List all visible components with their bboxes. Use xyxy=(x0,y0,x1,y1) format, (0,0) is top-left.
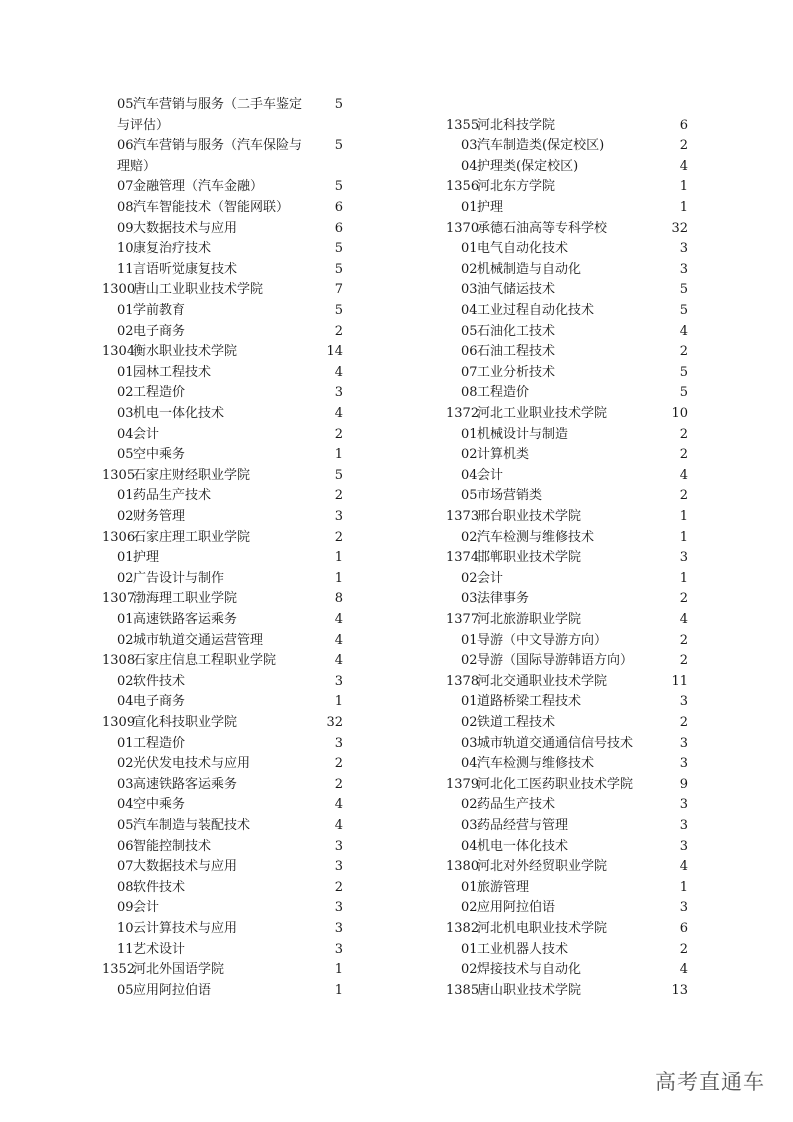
major-row xyxy=(0,260,793,281)
school-name: 石家庄财经职业学院 xyxy=(133,467,251,483)
school-row xyxy=(0,610,793,631)
major-name: 工程造价 xyxy=(133,385,186,401)
major-code: 02 xyxy=(461,529,478,545)
count-value: 1 xyxy=(334,447,343,463)
count-value: 2 xyxy=(334,529,343,545)
major-code: 01 xyxy=(117,303,134,318)
count-value: 4 xyxy=(334,818,343,833)
count-value: 3 xyxy=(334,509,343,524)
major-code: 05 xyxy=(117,447,134,463)
major-name: 计算机类 xyxy=(477,447,530,463)
major-code: 01 xyxy=(461,632,478,648)
major-code: 04 xyxy=(117,797,134,813)
school-code: 1370 xyxy=(446,220,480,236)
count-value: 1 xyxy=(334,982,343,998)
major-name: 工业过程自动化技术 xyxy=(477,303,595,318)
major-code: 10 xyxy=(117,241,134,257)
school-code: 1379 xyxy=(446,776,480,792)
major-name: 汽车营销与服务（汽车保险与理赔） xyxy=(117,138,303,174)
major-name: 财务管理 xyxy=(133,509,186,524)
major-name: 软件技术 xyxy=(133,879,186,895)
school-code: 1355 xyxy=(446,117,480,133)
major-name: 机械设计与制造 xyxy=(477,426,569,442)
major-row xyxy=(0,342,793,363)
major-name: 护理 xyxy=(133,550,160,566)
count-value: 3 xyxy=(334,673,343,689)
school-code: 1380 xyxy=(446,859,480,875)
count-value: 3 xyxy=(679,735,688,751)
count-value: 2 xyxy=(679,426,688,442)
major-code: 02 xyxy=(117,632,134,648)
major-name: 会计 xyxy=(477,570,504,586)
count-value: 1 xyxy=(334,550,343,566)
major-code: 07 xyxy=(461,364,478,380)
major-name: 石油工程技术 xyxy=(477,344,556,360)
major-code: 11 xyxy=(117,941,134,957)
major-code: 02 xyxy=(461,653,478,669)
count-value: 5 xyxy=(679,303,688,318)
count-value: 2 xyxy=(334,776,343,792)
major-row xyxy=(0,713,793,734)
major-name: 言语听觉康复技术 xyxy=(133,261,238,277)
school-code: 1306 xyxy=(102,529,136,545)
major-code: 02 xyxy=(461,715,478,730)
major-code: 01 xyxy=(117,488,134,504)
school-name: 渤海理工职业学院 xyxy=(133,591,238,607)
major-name: 导游（国际导游韩语方向） xyxy=(477,653,634,669)
count-value: 1 xyxy=(679,179,688,195)
major-row xyxy=(0,363,793,384)
major-name: 电子商务 xyxy=(133,323,186,339)
major-code: 01 xyxy=(461,879,478,895)
major-name: 石油化工技术 xyxy=(477,323,556,339)
count-value: 2 xyxy=(334,488,343,504)
major-row xyxy=(0,960,793,981)
school-code: 1374 xyxy=(446,550,480,566)
major-row xyxy=(0,425,793,446)
major-row xyxy=(0,569,793,590)
count-value: 6 xyxy=(679,117,688,133)
major-code: 09 xyxy=(117,220,134,236)
major-name: 智能控制技术 xyxy=(133,838,212,854)
count-value: 5 xyxy=(679,385,688,401)
major-name: 机电一体化技术 xyxy=(133,406,225,421)
major-code: 02 xyxy=(117,323,134,339)
count-value: 1 xyxy=(679,570,688,586)
count-value: 2 xyxy=(679,632,688,648)
school-code: 1352 xyxy=(102,962,136,978)
major-code: 05 xyxy=(117,982,134,998)
count-value: 3 xyxy=(679,797,688,813)
count-value: 6 xyxy=(679,921,688,936)
school-name: 河北科技学院 xyxy=(477,117,556,133)
major-code: 10 xyxy=(117,921,134,936)
major-name: 城市轨道交通通信信号技术 xyxy=(477,735,634,751)
major-row xyxy=(0,445,793,466)
major-name: 导游（中文导游方向） xyxy=(477,632,608,648)
count-value: 3 xyxy=(334,921,343,936)
count-value: 5 xyxy=(679,282,688,298)
major-code: 02 xyxy=(117,570,134,586)
major-code: 06 xyxy=(461,344,478,360)
count-value: 4 xyxy=(679,158,688,174)
major-code: 02 xyxy=(461,797,478,813)
major-row xyxy=(0,651,793,672)
count-value: 5 xyxy=(334,241,343,257)
major-code: 01 xyxy=(117,612,134,627)
major-code: 08 xyxy=(117,879,134,895)
major-name: 旅游管理 xyxy=(477,879,530,895)
major-row xyxy=(0,528,793,549)
count-value: 5 xyxy=(334,97,343,112)
major-row xyxy=(0,692,793,713)
school-code: 1382 xyxy=(446,921,480,936)
major-name: 会计 xyxy=(477,467,504,483)
school-name: 河北机电职业技术学院 xyxy=(477,921,608,936)
major-name: 康复治疗技术 xyxy=(133,241,212,257)
major-name: 护理类(保定校区) xyxy=(477,158,579,174)
count-value: 4 xyxy=(679,859,688,875)
school-name: 河北交通职业技术学院 xyxy=(477,673,608,689)
count-value: 3 xyxy=(679,818,688,833)
school-row xyxy=(0,672,793,693)
major-code: 01 xyxy=(117,550,134,566)
major-name: 空中乘务 xyxy=(133,797,186,813)
school-row xyxy=(0,548,793,569)
major-row xyxy=(0,322,793,343)
count-value: 3 xyxy=(679,694,688,710)
count-value: 2 xyxy=(334,426,343,442)
count-value: 9 xyxy=(679,776,688,792)
major-code: 02 xyxy=(117,385,134,401)
major-code: 04 xyxy=(461,467,478,483)
major-name: 广告设计与制作 xyxy=(133,570,225,586)
count-value: 2 xyxy=(679,653,688,669)
major-code: 06 xyxy=(117,838,134,854)
major-code: 02 xyxy=(461,570,478,586)
school-name: 河北对外经贸职业学院 xyxy=(477,859,608,875)
major-row xyxy=(0,383,793,404)
school-name: 邯郸职业技术学院 xyxy=(477,550,582,566)
major-name: 市场营销类 xyxy=(477,488,543,504)
count-value: 3 xyxy=(334,900,343,916)
major-row xyxy=(0,198,793,219)
major-name: 汽车制造类(保定校区) xyxy=(477,138,605,154)
count-value: 7 xyxy=(334,282,343,298)
school-code: 1385 xyxy=(446,982,480,998)
major-name: 城市轨道交通运营管理 xyxy=(133,632,264,648)
major-name: 油气储运技术 xyxy=(477,282,556,298)
major-row xyxy=(0,239,793,260)
school-name: 河北东方学院 xyxy=(477,179,556,195)
count-value: 32 xyxy=(326,715,343,730)
major-code: 02 xyxy=(117,756,134,772)
major-code: 03 xyxy=(461,138,478,154)
major-code: 04 xyxy=(461,838,478,854)
major-name: 高速铁路客运乘务 xyxy=(133,776,238,792)
major-code: 06 xyxy=(117,138,134,154)
count-value: 4 xyxy=(679,612,688,627)
major-code: 04 xyxy=(461,756,478,772)
major-name: 大数据技术与应用 xyxy=(133,220,238,236)
major-row xyxy=(0,631,793,652)
major-code: 08 xyxy=(117,200,134,215)
school-row xyxy=(0,219,793,240)
school-code: 1307 xyxy=(102,591,136,607)
major-code: 02 xyxy=(461,261,478,277)
major-row xyxy=(0,795,793,816)
major-code: 09 xyxy=(117,900,134,916)
major-name: 机电一体化技术 xyxy=(477,838,569,854)
major-code: 04 xyxy=(117,694,134,710)
count-value: 2 xyxy=(679,138,688,154)
major-code: 11 xyxy=(117,261,134,277)
count-value: 14 xyxy=(326,344,343,360)
count-value: 3 xyxy=(334,838,343,854)
major-code: 05 xyxy=(117,818,134,833)
major-name: 工业分析技术 xyxy=(477,364,556,380)
major-name: 光伏发电技术与应用 xyxy=(133,756,251,772)
count-value: 4 xyxy=(679,467,688,483)
count-value: 2 xyxy=(679,344,688,360)
count-value: 3 xyxy=(334,941,343,957)
major-code: 04 xyxy=(461,158,478,174)
major-name: 工程造价 xyxy=(477,385,530,401)
school-row xyxy=(0,116,793,137)
major-code: 01 xyxy=(117,364,134,380)
major-code: 02 xyxy=(117,509,134,524)
count-value: 4 xyxy=(679,962,688,978)
school-name: 河北工业职业技术学院 xyxy=(477,406,608,421)
major-row xyxy=(0,878,793,899)
major-row xyxy=(0,734,793,755)
major-name: 工业机器人技术 xyxy=(477,941,569,957)
count-value: 5 xyxy=(679,364,688,380)
school-name: 唐山工业职业技术学院 xyxy=(133,282,264,298)
major-name: 道路桥梁工程技术 xyxy=(477,694,582,710)
major-row xyxy=(0,280,793,301)
major-row xyxy=(0,837,793,858)
school-name: 衡水职业技术学院 xyxy=(133,344,238,360)
count-value: 2 xyxy=(679,591,688,607)
school-row xyxy=(0,919,793,940)
major-code: 01 xyxy=(117,735,134,751)
school-row xyxy=(0,507,793,528)
major-row xyxy=(0,589,793,610)
major-code: 03 xyxy=(117,776,134,792)
count-value: 6 xyxy=(334,200,343,215)
school-row xyxy=(0,981,793,1002)
major-name: 金融管理（汽车金融） xyxy=(133,179,264,195)
count-value: 3 xyxy=(679,241,688,257)
school-name: 邢台职业技术学院 xyxy=(477,509,582,524)
major-row xyxy=(0,754,793,775)
major-name: 学前教育 xyxy=(133,303,186,318)
count-value: 6 xyxy=(334,220,343,236)
school-code: 1373 xyxy=(446,509,480,524)
major-name: 焊接技术与自动化 xyxy=(477,962,582,978)
major-name: 空中乘务 xyxy=(133,447,186,463)
major-name: 应用阿拉伯语 xyxy=(477,900,556,916)
school-name: 河北旅游职业学院 xyxy=(477,612,582,627)
major-row xyxy=(0,816,793,837)
count-value: 5 xyxy=(334,467,343,483)
major-row xyxy=(0,136,793,157)
major-code: 02 xyxy=(461,962,478,978)
count-value: 1 xyxy=(679,529,688,545)
count-value: 13 xyxy=(671,982,688,998)
school-code: 1372 xyxy=(446,406,480,421)
major-name: 汽车营销与服务（二手车鉴定与评估） xyxy=(117,97,303,133)
major-code: 07 xyxy=(117,179,134,195)
major-name: 会计 xyxy=(133,900,160,916)
school-name: 石家庄理工职业学院 xyxy=(133,529,251,545)
major-name: 大数据技术与应用 xyxy=(133,859,238,875)
major-code: 01 xyxy=(461,941,478,957)
count-value: 2 xyxy=(679,488,688,504)
school-code: 1356 xyxy=(446,179,480,195)
count-value: 3 xyxy=(334,385,343,401)
major-row xyxy=(0,301,793,322)
count-value: 3 xyxy=(334,859,343,875)
school-name: 石家庄信息工程职业学院 xyxy=(133,653,277,669)
school-row xyxy=(0,404,793,425)
major-name: 药品生产技术 xyxy=(133,488,212,504)
major-name: 汽车智能技术（智能网联） xyxy=(133,200,290,215)
major-name: 铁道工程技术 xyxy=(477,715,556,730)
major-code: 01 xyxy=(461,200,478,215)
major-name: 汽车制造与装配技术 xyxy=(133,818,251,833)
major-code: 08 xyxy=(461,385,478,401)
count-value: 3 xyxy=(679,756,688,772)
count-value: 4 xyxy=(334,406,343,421)
count-value: 32 xyxy=(671,220,688,236)
major-code: 01 xyxy=(461,426,478,442)
major-row xyxy=(0,466,793,487)
count-value: 3 xyxy=(334,735,343,751)
count-value: 2 xyxy=(334,879,343,895)
major-code: 05 xyxy=(117,97,134,112)
major-name: 电气自动化技术 xyxy=(477,241,569,257)
count-value: 2 xyxy=(679,941,688,957)
watermark-text: 高考直通车 xyxy=(655,1070,765,1094)
count-value: 11 xyxy=(671,673,688,689)
school-code: 1308 xyxy=(102,653,136,669)
major-code: 03 xyxy=(461,818,478,833)
major-name: 园林工程技术 xyxy=(133,364,212,380)
school-name: 河北化工医药职业技术学院 xyxy=(477,776,634,792)
major-code: 02 xyxy=(461,447,478,463)
major-code: 02 xyxy=(117,673,134,689)
major-code: 04 xyxy=(461,303,478,318)
count-value: 3 xyxy=(679,550,688,566)
school-code: 1309 xyxy=(102,715,136,730)
count-value: 5 xyxy=(334,303,343,318)
school-name: 河北外国语学院 xyxy=(133,962,225,978)
school-code: 1300 xyxy=(102,282,136,298)
major-name: 工程造价 xyxy=(133,735,186,751)
count-value: 1 xyxy=(334,962,343,978)
major-code: 03 xyxy=(461,282,478,298)
school-row xyxy=(0,177,793,198)
major-row xyxy=(0,898,793,919)
school-row xyxy=(0,857,793,878)
major-row xyxy=(0,157,793,178)
count-value: 1 xyxy=(334,570,343,586)
major-name: 药品经营与管理 xyxy=(477,818,569,833)
major-code: 07 xyxy=(117,859,134,875)
count-value: 1 xyxy=(679,879,688,895)
major-name: 汽车检测与维修技术 xyxy=(477,756,595,772)
count-value: 2 xyxy=(679,715,688,730)
count-value: 4 xyxy=(334,797,343,813)
major-name: 护理 xyxy=(477,200,504,215)
count-value: 1 xyxy=(679,509,688,524)
count-value: 10 xyxy=(671,406,688,421)
school-code: 1305 xyxy=(102,467,136,483)
school-code: 1377 xyxy=(446,612,480,627)
major-code: 05 xyxy=(461,488,478,504)
major-code: 03 xyxy=(117,406,134,421)
count-value: 4 xyxy=(679,323,688,339)
major-code: 03 xyxy=(461,591,478,607)
count-value: 8 xyxy=(334,591,343,607)
major-row xyxy=(0,940,793,961)
count-value: 4 xyxy=(334,364,343,380)
major-name: 艺术设计 xyxy=(133,941,186,957)
count-value: 2 xyxy=(679,447,688,463)
major-name: 法律事务 xyxy=(477,591,530,607)
count-value: 3 xyxy=(679,900,688,916)
count-value: 4 xyxy=(334,653,343,669)
count-value: 1 xyxy=(679,200,688,215)
count-value: 4 xyxy=(334,612,343,627)
school-name: 承德石油高等专科学校 xyxy=(477,220,608,236)
major-name: 电子商务 xyxy=(133,694,186,710)
count-value: 5 xyxy=(334,138,343,154)
count-value: 3 xyxy=(679,838,688,854)
major-name: 云计算技术与应用 xyxy=(133,921,238,936)
major-code: 04 xyxy=(117,426,134,442)
major-name: 药品生产技术 xyxy=(477,797,556,813)
major-row xyxy=(0,486,793,507)
school-code: 1304 xyxy=(102,344,136,360)
count-value: 2 xyxy=(334,323,343,339)
major-name: 软件技术 xyxy=(133,673,186,689)
count-value: 3 xyxy=(679,261,688,277)
count-value: 5 xyxy=(334,179,343,195)
major-name: 应用阿拉伯语 xyxy=(133,982,212,998)
count-value: 5 xyxy=(334,261,343,277)
major-code: 01 xyxy=(461,241,478,257)
major-code: 01 xyxy=(461,694,478,710)
school-name: 宣化科技职业学院 xyxy=(133,715,238,730)
major-code: 02 xyxy=(461,900,478,916)
count-value: 4 xyxy=(334,632,343,648)
major-code: 03 xyxy=(461,735,478,751)
major-name: 高速铁路客运乘务 xyxy=(133,612,238,627)
school-name: 唐山职业技术学院 xyxy=(477,982,582,998)
count-value: 2 xyxy=(334,756,343,772)
major-name: 机械制造与自动化 xyxy=(477,261,582,277)
school-row xyxy=(0,775,793,796)
count-value: 1 xyxy=(334,694,343,710)
school-code: 1378 xyxy=(446,673,480,689)
major-name: 汽车检测与维修技术 xyxy=(477,529,595,545)
major-code: 05 xyxy=(461,323,478,339)
major-name: 会计 xyxy=(133,426,160,442)
